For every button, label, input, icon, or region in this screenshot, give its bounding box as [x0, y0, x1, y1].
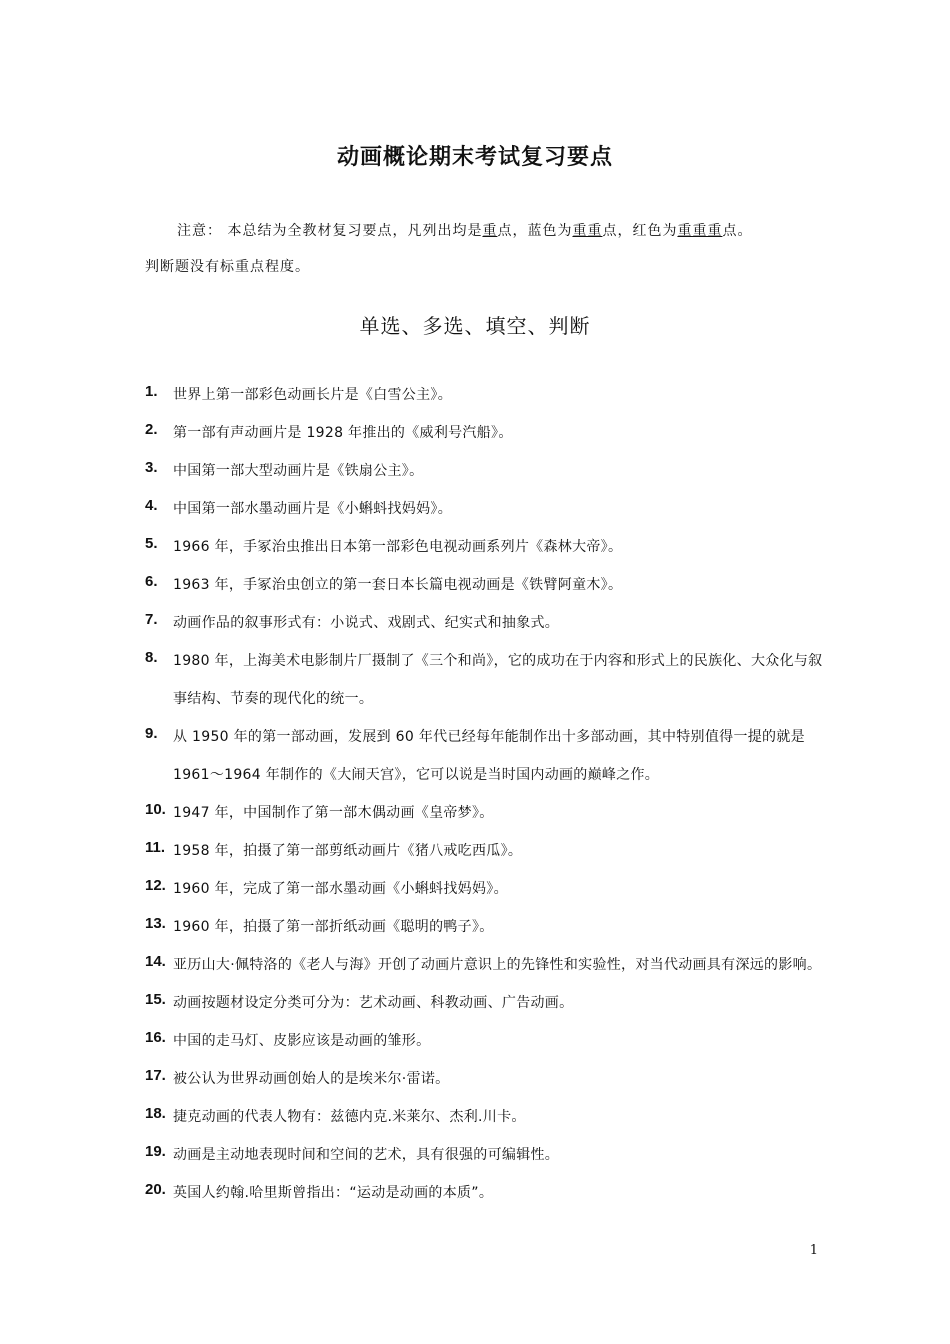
note-key-2: 重重: [572, 223, 603, 239]
list-item: [145, 1098, 835, 1136]
item-text: 动画作品的叙事形式有：小说式、戏剧式、纪实式和抽象式。: [173, 615, 560, 631]
item-text: 中国第一部水墨动画片是《小蝌蚪找妈妈》。: [173, 501, 452, 517]
list-item: [145, 1022, 835, 1060]
item-number: 10.: [145, 801, 166, 818]
item-text: 从 1950 年的第一部动画，发展到 60 年代已经每年能制作出十多部动画，其中特别值得一提的就是 1961～1964 年制作的《大闹天宫》，它可以说是当时国内动画的巅峰之作。: [173, 729, 805, 783]
list-item: [145, 414, 835, 452]
list-item: [145, 946, 835, 984]
item-number: 5.: [145, 535, 158, 552]
item-number: 15.: [145, 991, 166, 1008]
item-text: 亚历山大·佩特洛的《老人与海》开创了动画片意识上的先锋性和实验性，对当代动画具有深远的影响。: [173, 957, 822, 973]
item-text: 1947 年，中国制作了第一部木偶动画《皇帝梦》。: [173, 805, 494, 821]
item-text: 中国第一部大型动画片是《铁扇公主》。: [173, 463, 424, 479]
list-item: [145, 870, 835, 908]
item-text: 英国人约翰.哈里斯曾指出：“运动是动画的本质”。: [173, 1185, 494, 1201]
item-number: 16.: [145, 1029, 166, 1046]
item-number: 12.: [145, 877, 166, 894]
list-item: [145, 642, 835, 718]
list-item: [145, 566, 835, 604]
item-number: 18.: [145, 1105, 166, 1122]
list-item: [145, 718, 835, 794]
item-text: 1963 年，手冢治虫创立的第一套日本长篇电视动画是《铁臂阿童木》。: [173, 577, 623, 593]
list-item: [145, 984, 835, 1022]
note-mid-1: 点，蓝色为: [497, 223, 573, 239]
document-title: 动画概论期末考试复习要点: [336, 145, 613, 170]
item-number: 4.: [145, 497, 158, 514]
note-paragraph: [145, 213, 835, 285]
item-text: 中国的走马灯、皮影应该是动画的雏形。: [173, 1033, 431, 1049]
list-item: [145, 604, 835, 642]
list-item: [145, 1174, 835, 1212]
item-number: 13.: [145, 915, 166, 932]
note-suffix: 点。: [722, 223, 753, 239]
note-line-1: [145, 213, 835, 249]
item-number: 3.: [145, 459, 158, 476]
list-item: [145, 908, 835, 946]
item-number: 17.: [145, 1067, 166, 1084]
list-item: [145, 794, 835, 832]
note-mid-2: 点，红色为: [602, 223, 678, 239]
item-number: 19.: [145, 1143, 166, 1160]
list-item: [145, 1060, 835, 1098]
note-prefix: 注意： 本总结为全教材复习要点，凡列出均是: [177, 223, 483, 239]
note-line-2: 判断题没有标重点程度。: [145, 259, 310, 275]
item-text: 世界上第一部彩色动画长片是《白雪公主》。: [173, 387, 452, 403]
list-item: [145, 528, 835, 566]
item-text: 1960 年，拍摄了第一部折纸动画《聪明的鸭子》。: [173, 919, 494, 935]
item-text: 被公认为世界动画创始人的是埃米尔·雷诺。: [173, 1071, 450, 1087]
list-item: [145, 452, 835, 490]
item-number: 8.: [145, 649, 158, 666]
item-number: 7.: [145, 611, 158, 628]
question-list: [145, 376, 835, 1212]
page-number: 1: [809, 1243, 818, 1258]
section-subtitle: 单选、多选、填空、判断: [359, 314, 591, 338]
item-text: 动画是主动地表现时间和空间的艺术，具有很强的可编辑性。: [173, 1147, 560, 1163]
item-number: 14.: [145, 953, 166, 970]
item-number: 9.: [145, 725, 158, 742]
list-item: [145, 832, 835, 870]
item-number: 1.: [145, 383, 158, 400]
item-text: 1980 年，上海美术电影制片厂摄制了《三个和尚》，它的成功在于内容和形式上的民族化、大众化与叙事结构、节奏的现代化的统一。: [173, 653, 823, 707]
item-text: 1966 年，手冢治虫推出日本第一部彩色电视动画系列片《森林大帝》。: [173, 539, 623, 555]
item-number: 20.: [145, 1181, 166, 1198]
item-number: 2.: [145, 421, 158, 438]
list-item: [145, 490, 835, 528]
item-text: 1960 年，完成了第一部水墨动画《小蝌蚪找妈妈》。: [173, 881, 508, 897]
list-item: [145, 376, 835, 414]
item-text: 第一部有声动画片是 1928 年推出的《威利号汽船》。: [173, 425, 513, 441]
item-text: 捷克动画的代表人物有：兹德内克.米莱尔、杰利.川卡。: [173, 1109, 526, 1125]
list-item: [145, 1136, 835, 1174]
note-key-3: 重重重: [677, 223, 723, 239]
note-key-1: 重: [482, 223, 498, 239]
item-text: 动画按题材设定分类可分为：艺术动画、科教动画、广告动画。: [173, 995, 574, 1011]
item-text: 1958 年，拍摄了第一部剪纸动画片《猪八戒吃西瓜》。: [173, 843, 523, 859]
item-number: 6.: [145, 573, 158, 590]
item-number: 11.: [145, 839, 166, 856]
